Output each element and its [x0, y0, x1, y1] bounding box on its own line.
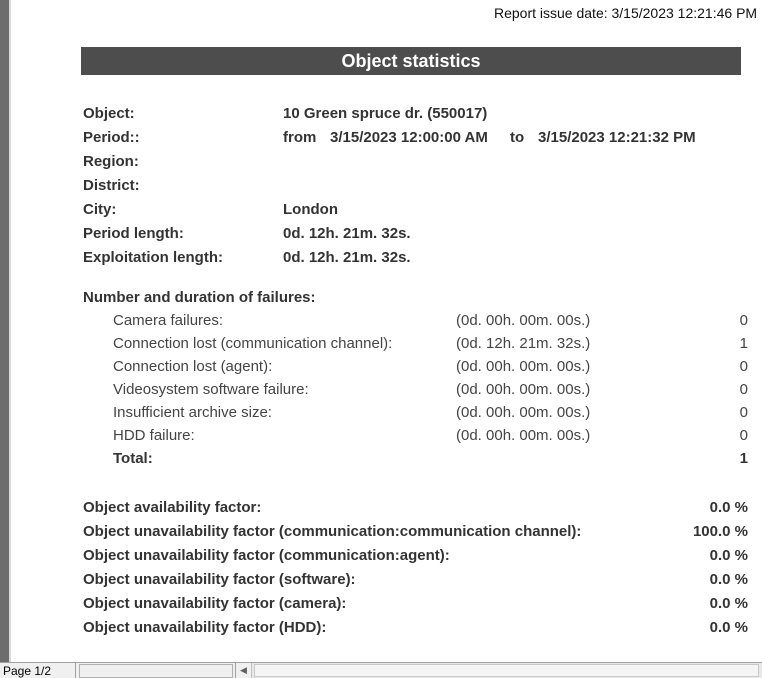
city-value: London: [283, 201, 338, 218]
factor-value-comm-channel: 100.0 %: [692, 523, 748, 540]
factor-value-hdd: 0.0 %: [709, 619, 748, 636]
failure-count-archive: 0: [739, 404, 748, 421]
factor-value-availability: 0.0 %: [709, 499, 748, 516]
exploitation-length-label: Exploitation length:: [83, 249, 223, 266]
failures-header: Number and duration of failures:: [83, 289, 316, 306]
viewer-left-border-highlight: [9, 0, 11, 662]
period-to-value: 3/15/2023 12:21:32 PM: [538, 129, 696, 146]
failure-count-software: 0: [739, 381, 748, 398]
period-to-word: to: [510, 129, 525, 146]
factor-label-availability: Object availability factor:: [83, 499, 262, 516]
failure-count-camera: 0: [739, 312, 748, 329]
failures-total-count: 1: [739, 450, 748, 467]
factor-label-comm-agent: Object unavailability factor (communication:agent):: [83, 547, 450, 564]
factor-label-hdd: Object unavailability factor (HDD):: [83, 619, 327, 636]
factor-value-software: 0.0 %: [709, 571, 748, 588]
city-label: City:: [83, 201, 117, 218]
report-title: Object statistics: [81, 47, 741, 75]
failure-duration-hdd: (0d. 00h. 00m. 00s.): [456, 427, 591, 444]
failure-label-connection-agent: Connection lost (agent):: [113, 358, 273, 375]
page-indicator: Page 1/2: [0, 663, 76, 678]
factor-value-comm-agent: 0.0 %: [709, 547, 748, 564]
period-length-value: 0d. 12h. 21m. 32s.: [283, 225, 411, 242]
failure-duration-connection-channel: (0d. 12h. 21m. 32s.): [456, 335, 591, 352]
failure-label-connection-channel: Connection lost (communication channel):: [113, 335, 393, 352]
report-issue-date: Report issue date: 3/15/2023 12:21:46 PM: [494, 5, 758, 21]
object-value: 10 Green spruce dr. (550017): [283, 105, 488, 122]
factor-label-software: Object unavailability factor (software):: [83, 571, 356, 588]
chevron-left-icon[interactable]: ◀: [236, 663, 252, 678]
exploitation-length-value: 0d. 12h. 21m. 32s.: [283, 249, 411, 266]
failure-label-camera: Camera failures:: [113, 312, 224, 329]
status-cell: [79, 664, 233, 678]
failure-count-connection-agent: 0: [739, 358, 748, 375]
failure-count-hdd: 0: [739, 427, 748, 444]
factor-value-camera: 0.0 %: [709, 595, 748, 612]
failure-label-hdd: HDD failure:: [113, 427, 195, 444]
period-from-value: 3/15/2023 12:00:00 AM: [330, 129, 488, 146]
scrollbar-thumb[interactable]: [254, 664, 759, 677]
region-label: Region:: [83, 153, 139, 170]
failure-duration-camera: (0d. 00h. 00m. 00s.): [456, 312, 591, 329]
failure-duration-archive: (0d. 00h. 00m. 00s.): [456, 404, 591, 421]
failure-label-software: Videosystem software failure:: [113, 381, 309, 398]
failure-count-connection-channel: 1: [739, 335, 748, 352]
status-bar: [0, 662, 762, 678]
factor-label-comm-channel: Object unavailability factor (communication:communication channel):: [83, 523, 582, 540]
factor-label-camera: Object unavailability factor (camera):: [83, 595, 347, 612]
period-from-word: from: [283, 129, 317, 146]
period-label: Period::: [83, 129, 140, 146]
failure-duration-software: (0d. 00h. 00m. 00s.): [456, 381, 591, 398]
horizontal-scrollbar[interactable]: [235, 663, 762, 678]
failures-total-label: Total:: [113, 450, 153, 467]
period-length-label: Period length:: [83, 225, 184, 242]
district-label: District:: [83, 177, 140, 194]
failure-label-archive: Insufficient archive size:: [113, 404, 272, 421]
viewer-left-border: [0, 0, 9, 662]
failure-duration-connection-agent: (0d. 00h. 00m. 00s.): [456, 358, 591, 375]
object-label: Object:: [83, 105, 135, 122]
